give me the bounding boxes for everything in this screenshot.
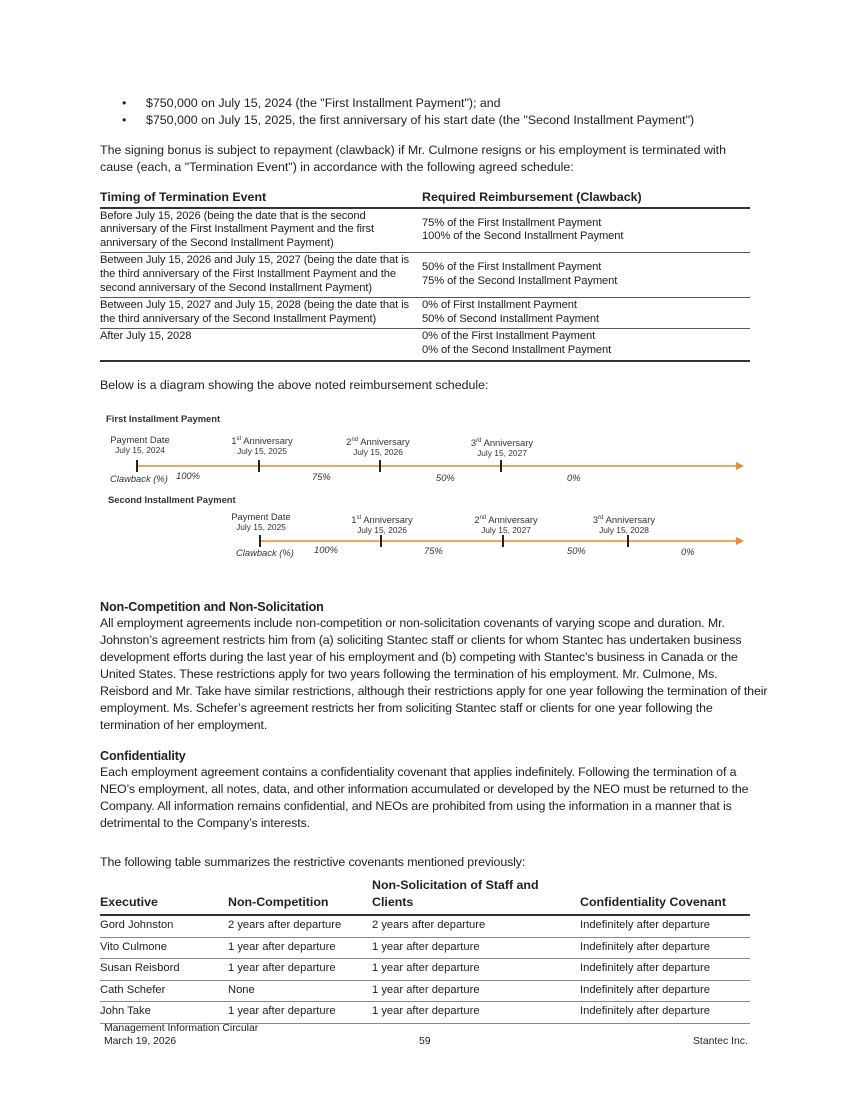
section-heading: Non-Competition and Non-Solicitation: [100, 600, 324, 614]
timeline-line: [136, 465, 736, 467]
timeline-point: [471, 436, 533, 459]
table-cell: [422, 329, 750, 361]
column-header: Confidentiality Covenant: [580, 877, 750, 915]
ordinal-suffix: nd: [351, 437, 359, 443]
table-cell: Before July 15, 2026 (being the date that is the second anniversary of the First Installment Payment and the first anniversary of the Second Installment Payment): [100, 208, 422, 253]
cell-line: 0% of the Second Installment Payment: [422, 343, 612, 356]
table-cell: Cath Schefer: [100, 980, 228, 1002]
intro-paragraph: The signing bonus is subject to repayment (clawback) if Mr. Culmone resigns or his employment is terminated with cause (each, a "Termination Event") in accordance with the following agreed schedule:: [100, 143, 726, 174]
table-cell: 1 year after departure: [228, 937, 372, 959]
table-cell: Indefinitely after departure: [580, 1002, 750, 1024]
timeline-point: [346, 435, 410, 458]
ordinal-suffix: st: [356, 515, 362, 521]
timeline-tick: [259, 535, 261, 547]
clawback-label: Clawback (%): [110, 473, 168, 484]
table-cell: 1 year after departure: [372, 959, 580, 981]
table-cell: Indefinitely after departure: [580, 980, 750, 1002]
table-cell: Vito Culmone: [100, 937, 228, 959]
bullet-icon: •: [122, 113, 127, 127]
point-label: Payment Date: [110, 434, 170, 445]
timeline-point: [351, 513, 412, 536]
timeline-tick: [502, 535, 504, 547]
bullet-text: $750,000 on July 15, 2024 (the "First Installment Payment"); and: [146, 96, 501, 110]
timeline-tick: [258, 460, 260, 472]
table-row: [100, 298, 750, 329]
bullet-icon: •: [122, 96, 127, 110]
percent-label: 0%: [567, 472, 581, 483]
section-heading: Confidentiality: [100, 749, 186, 763]
cell-line: 0% of the First Installment Payment: [422, 330, 596, 343]
ordinal-number: 2: [474, 514, 480, 526]
ordinal-suffix: st: [236, 436, 242, 442]
ordinal-suffix: rd: [476, 438, 482, 444]
table-row: [100, 1002, 750, 1024]
table-cell: Between July 15, 2027 and July 15, 2028 (being the date that is the third anniversary of the Second Installment Payment): [100, 298, 422, 329]
point-date: July 15, 2027: [481, 525, 531, 536]
column-header: Timing of Termination Event: [100, 190, 422, 208]
ordinal-suffix: rd: [598, 515, 604, 521]
table-cell: [422, 253, 750, 298]
table-cell: 1 year after departure: [372, 980, 580, 1002]
table-cell: None: [228, 980, 372, 1002]
diagram-title-first: First Installment Payment: [106, 413, 221, 424]
ordinal-label: Anniversary: [486, 514, 538, 526]
column-header: Non-Solicitation of Staff and Clients: [372, 877, 580, 915]
covenant-intro: The following table summarizes the restrictive covenants mentioned previously:: [100, 855, 526, 869]
timeline-tick: [380, 535, 382, 547]
ordinal-label: Anniversary: [361, 514, 413, 526]
ordinal-number: 2: [346, 436, 352, 448]
percent-label: 50%: [567, 545, 586, 556]
ordinal-label: Anniversary: [358, 436, 410, 448]
ordinal-label: Anniversary: [603, 514, 656, 526]
cell-line: 100% of the Second Installment Payment: [422, 230, 624, 243]
ordinal-number: 3: [592, 514, 599, 526]
table-row: [100, 980, 750, 1002]
table-cell: 1 year after departure: [372, 1002, 580, 1024]
ordinal-number: 1: [351, 514, 357, 526]
point-label: [593, 513, 655, 525]
column-header: Executive: [100, 877, 228, 915]
table-cell: Gord Johnston: [100, 915, 228, 937]
table-cell: 1 year after departure: [228, 1002, 372, 1024]
ordinal-number: 1: [231, 435, 237, 447]
point-label: [471, 436, 533, 448]
cell-line: 75% of the First Installment Payment: [422, 216, 602, 229]
table-cell: 1 year after departure: [372, 937, 580, 959]
table-cell: 2 years after departure: [372, 915, 580, 937]
table-row: [100, 253, 750, 298]
point-date: July 15, 2026: [353, 447, 403, 458]
table-cell: John Take: [100, 1002, 228, 1024]
point-label: [346, 435, 410, 447]
table-row: [100, 329, 750, 361]
timeline-tick: [379, 460, 381, 472]
point-label: [231, 434, 292, 446]
footer-doc-title: Management Information Circular: [104, 1023, 259, 1034]
point-date: July 15, 2026: [357, 525, 407, 536]
clawback-label: Clawback (%): [236, 547, 294, 558]
cell-line: 0% of First Installment Payment: [422, 299, 577, 312]
table-cell: After July 15, 2028: [100, 329, 422, 361]
timeline-point: [231, 511, 290, 533]
clawback-table: [100, 190, 750, 362]
noncompetition-section: [100, 599, 768, 734]
table-row: [100, 937, 750, 959]
table-cell: Susan Reisbord: [100, 959, 228, 981]
percent-label: 50%: [436, 472, 455, 483]
column-header: Non-Competition: [228, 877, 372, 915]
cell-line: 75% of the Second Installment Payment: [422, 274, 618, 287]
table-cell: Indefinitely after departure: [580, 937, 750, 959]
point-label: [351, 513, 412, 525]
bullet-text: $750,000 on July 15, 2025, the first anniversary of his start date (the "Second Installment Payment"): [146, 113, 695, 127]
timeline-point: [231, 434, 292, 457]
percent-label: 0%: [681, 546, 695, 557]
point-label: [474, 513, 538, 525]
column-header: Required Reimbursement (Clawback): [422, 190, 750, 208]
table-cell: Indefinitely after departure: [580, 959, 750, 981]
ordinal-number: 3: [470, 437, 477, 449]
percent-label: 100%: [176, 470, 200, 481]
table-cell: 2 years after departure: [228, 915, 372, 937]
table-row: [100, 915, 750, 937]
cell-line: 50% of the First Installment Payment: [422, 261, 602, 274]
point-date: July 15, 2025: [236, 522, 286, 532]
percent-label: 75%: [312, 471, 331, 482]
point-date: July 15, 2027: [477, 448, 527, 459]
ordinal-suffix: nd: [479, 515, 487, 521]
percent-label: 75%: [424, 545, 443, 556]
timeline-point: [474, 513, 538, 536]
timeline-tick: [500, 460, 502, 472]
timeline-point: [110, 434, 169, 456]
cell-line: 50% of Second Installment Payment: [422, 312, 600, 325]
point-date: July 15, 2028: [599, 525, 649, 536]
table-row: [100, 959, 750, 981]
point-label: Payment Date: [231, 511, 291, 522]
arrow-icon: [736, 462, 744, 470]
covenant-table: [100, 877, 750, 1024]
section-body: All employment agreements include non-competition or non-solicitation covenants of varying scope and duration. Mr. Johnston’s agreement restricts him from (a) soliciting Stantec staff or clients for whom Stantec has undertaken business development efforts during the last year of his employment and (b) competing with Stantec’s business in Canada or the United States. These restrictions apply for two years following the termination of his employment. Mr. Culmone, Ms. Reisbord and Mr. Take have similar restrictions, although their restrictions apply for one year following the termination of their employment. Ms. Schefer’s agreement restricts her from soliciting Stantec staff or clients for one year following the termination of her employment.: [100, 616, 768, 732]
diagram-intro: Below is a diagram showing the above noted reimbursement schedule:: [100, 378, 489, 392]
ordinal-label: Anniversary: [241, 435, 293, 447]
table-row: [100, 208, 750, 253]
footer-date: March 19, 2026: [104, 1036, 177, 1047]
footer-left: [104, 1022, 258, 1048]
point-date: July 15, 2025: [237, 446, 287, 457]
point-date: July 15, 2024: [115, 445, 165, 455]
timeline-tick: [627, 535, 629, 547]
table-cell: Between July 15, 2026 and July 15, 2027 (being the date that is the third anniversary of the First Installment Payment and the second anniversary of the Second Installment Payment): [100, 253, 422, 298]
timeline-tick: [136, 460, 138, 472]
confidentiality-section: [100, 748, 768, 832]
arrow-icon: [736, 537, 744, 545]
section-body: Each employment agreement contains a confidentiality covenant that applies indefinitely. Following the termination of a NEO’s employment, all notes, data, and other information accumulated or developed by the NEO must be returned to the Company. All information remains confidential, and NEOs are prohibited from using the information in a manner that is detrimental to the Company’s interests.: [100, 765, 749, 830]
body-flow: [100, 599, 768, 1024]
table-cell: Indefinitely after departure: [580, 915, 750, 937]
timeline-line: [259, 540, 736, 542]
table-cell: [422, 298, 750, 329]
ordinal-label: Anniversary: [481, 437, 534, 449]
table-cell: [422, 208, 750, 253]
timeline-point: [593, 513, 655, 536]
percent-label: 100%: [314, 544, 338, 555]
page-number: 59: [419, 1036, 431, 1047]
footer-company: Stantec Inc.: [693, 1036, 748, 1047]
diagram-title-second: Second Installment Payment: [108, 494, 236, 505]
table-cell: 1 year after departure: [228, 959, 372, 981]
